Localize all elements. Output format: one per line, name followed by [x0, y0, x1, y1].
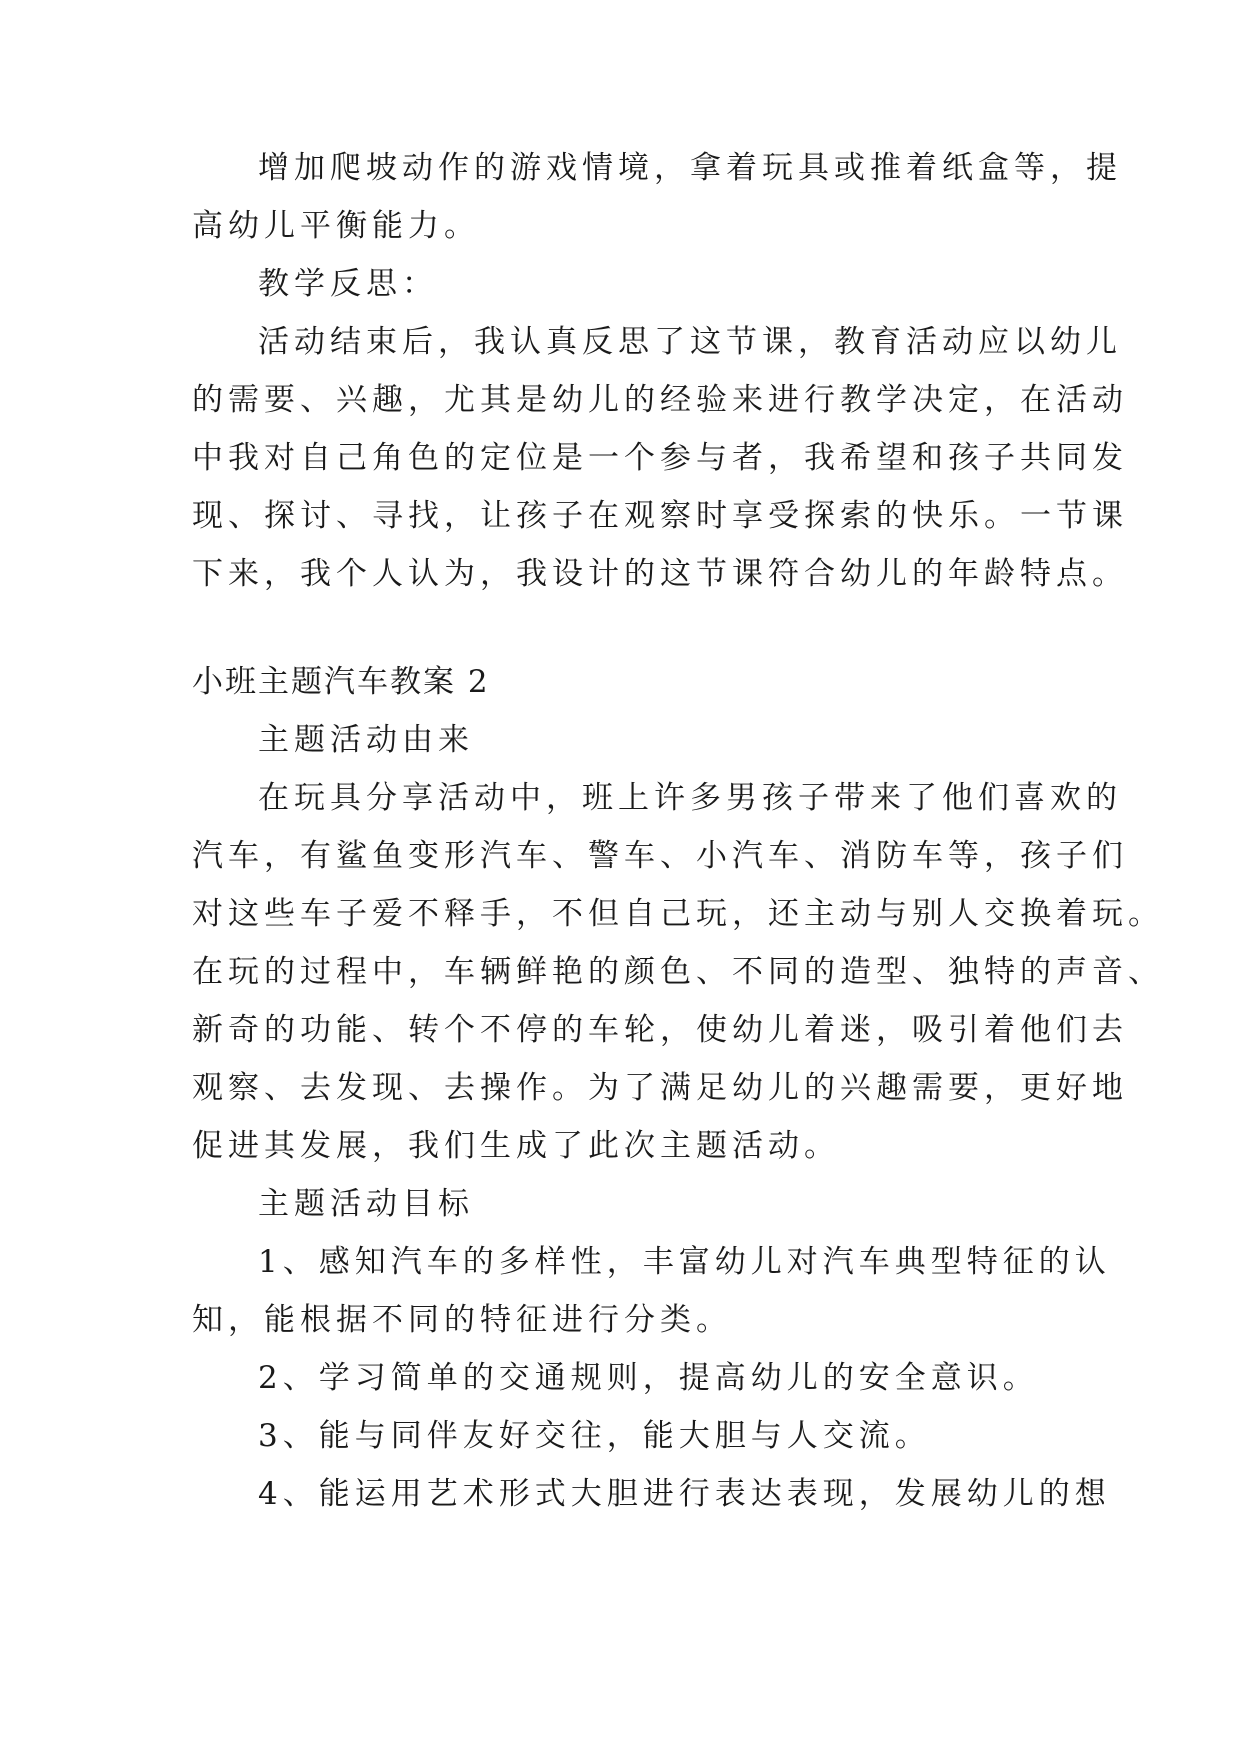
paragraph-line: 2、学习简单的交通规则，提高幼儿的安全意识。 [258, 1360, 1039, 1396]
paragraph-line: 4、能运用艺术形式大胆进行表达表现，发展幼儿的想 [258, 1476, 1111, 1512]
section-label: 教学反思： [258, 266, 438, 302]
paragraph-line: 在玩具分享活动中，班上许多男孩子带来了他们喜欢的 [258, 780, 1122, 816]
paragraph-line: 1、感知汽车的多样性，丰富幼儿对汽车典型特征的认 [258, 1244, 1111, 1280]
paragraph-line: 在玩的过程中，车辆鲜艳的颜色、不同的造型、独特的声音、 [192, 954, 1164, 990]
paragraph-line: 活动结束后，我认真反思了这节课，教育活动应以幼儿 [258, 324, 1122, 360]
paragraph-line: 的需要、兴趣，尤其是幼儿的经验来进行教学决定，在活动 [192, 382, 1128, 418]
paragraph-line: 观察、去发现、去操作。为了满足幼儿的兴趣需要，更好地 [192, 1070, 1128, 1106]
paragraph-line: 知，能根据不同的特征进行分类。 [192, 1302, 732, 1338]
paragraph-line: 下来，我个人认为，我设计的这节课符合幼儿的年龄特点。 [192, 556, 1128, 592]
paragraph-line: 促进其发展，我们生成了此次主题活动。 [192, 1128, 840, 1164]
paragraph-line: 3、能与同伴友好交往，能大胆与人交流。 [258, 1418, 931, 1454]
paragraph-line: 中我对自己角色的定位是一个参与者，我希望和孩子共同发 [192, 440, 1128, 476]
section-label: 主题活动目标 [258, 1186, 474, 1222]
section-label: 主题活动由来 [258, 722, 474, 758]
paragraph-line: 对这些车子爱不释手，不但自己玩，还主动与别人交换着玩。 [192, 896, 1164, 932]
paragraph-line: 增加爬坡动作的游戏情境，拿着玩具或推着纸盒等，提 [258, 150, 1122, 186]
paragraph-line: 高幼儿平衡能力。 [192, 208, 480, 244]
document-title: 小班主题汽车教案 2 [192, 664, 490, 700]
paragraph-line: 现、探讨、寻找，让孩子在观察时享受探索的快乐。一节课 [192, 498, 1128, 534]
paragraph-line: 汽车，有鲨鱼变形汽车、警车、小汽车、消防车等，孩子们 [192, 838, 1128, 874]
paragraph-line: 新奇的功能、转个不停的车轮，使幼儿着迷，吸引着他们去 [192, 1012, 1128, 1048]
